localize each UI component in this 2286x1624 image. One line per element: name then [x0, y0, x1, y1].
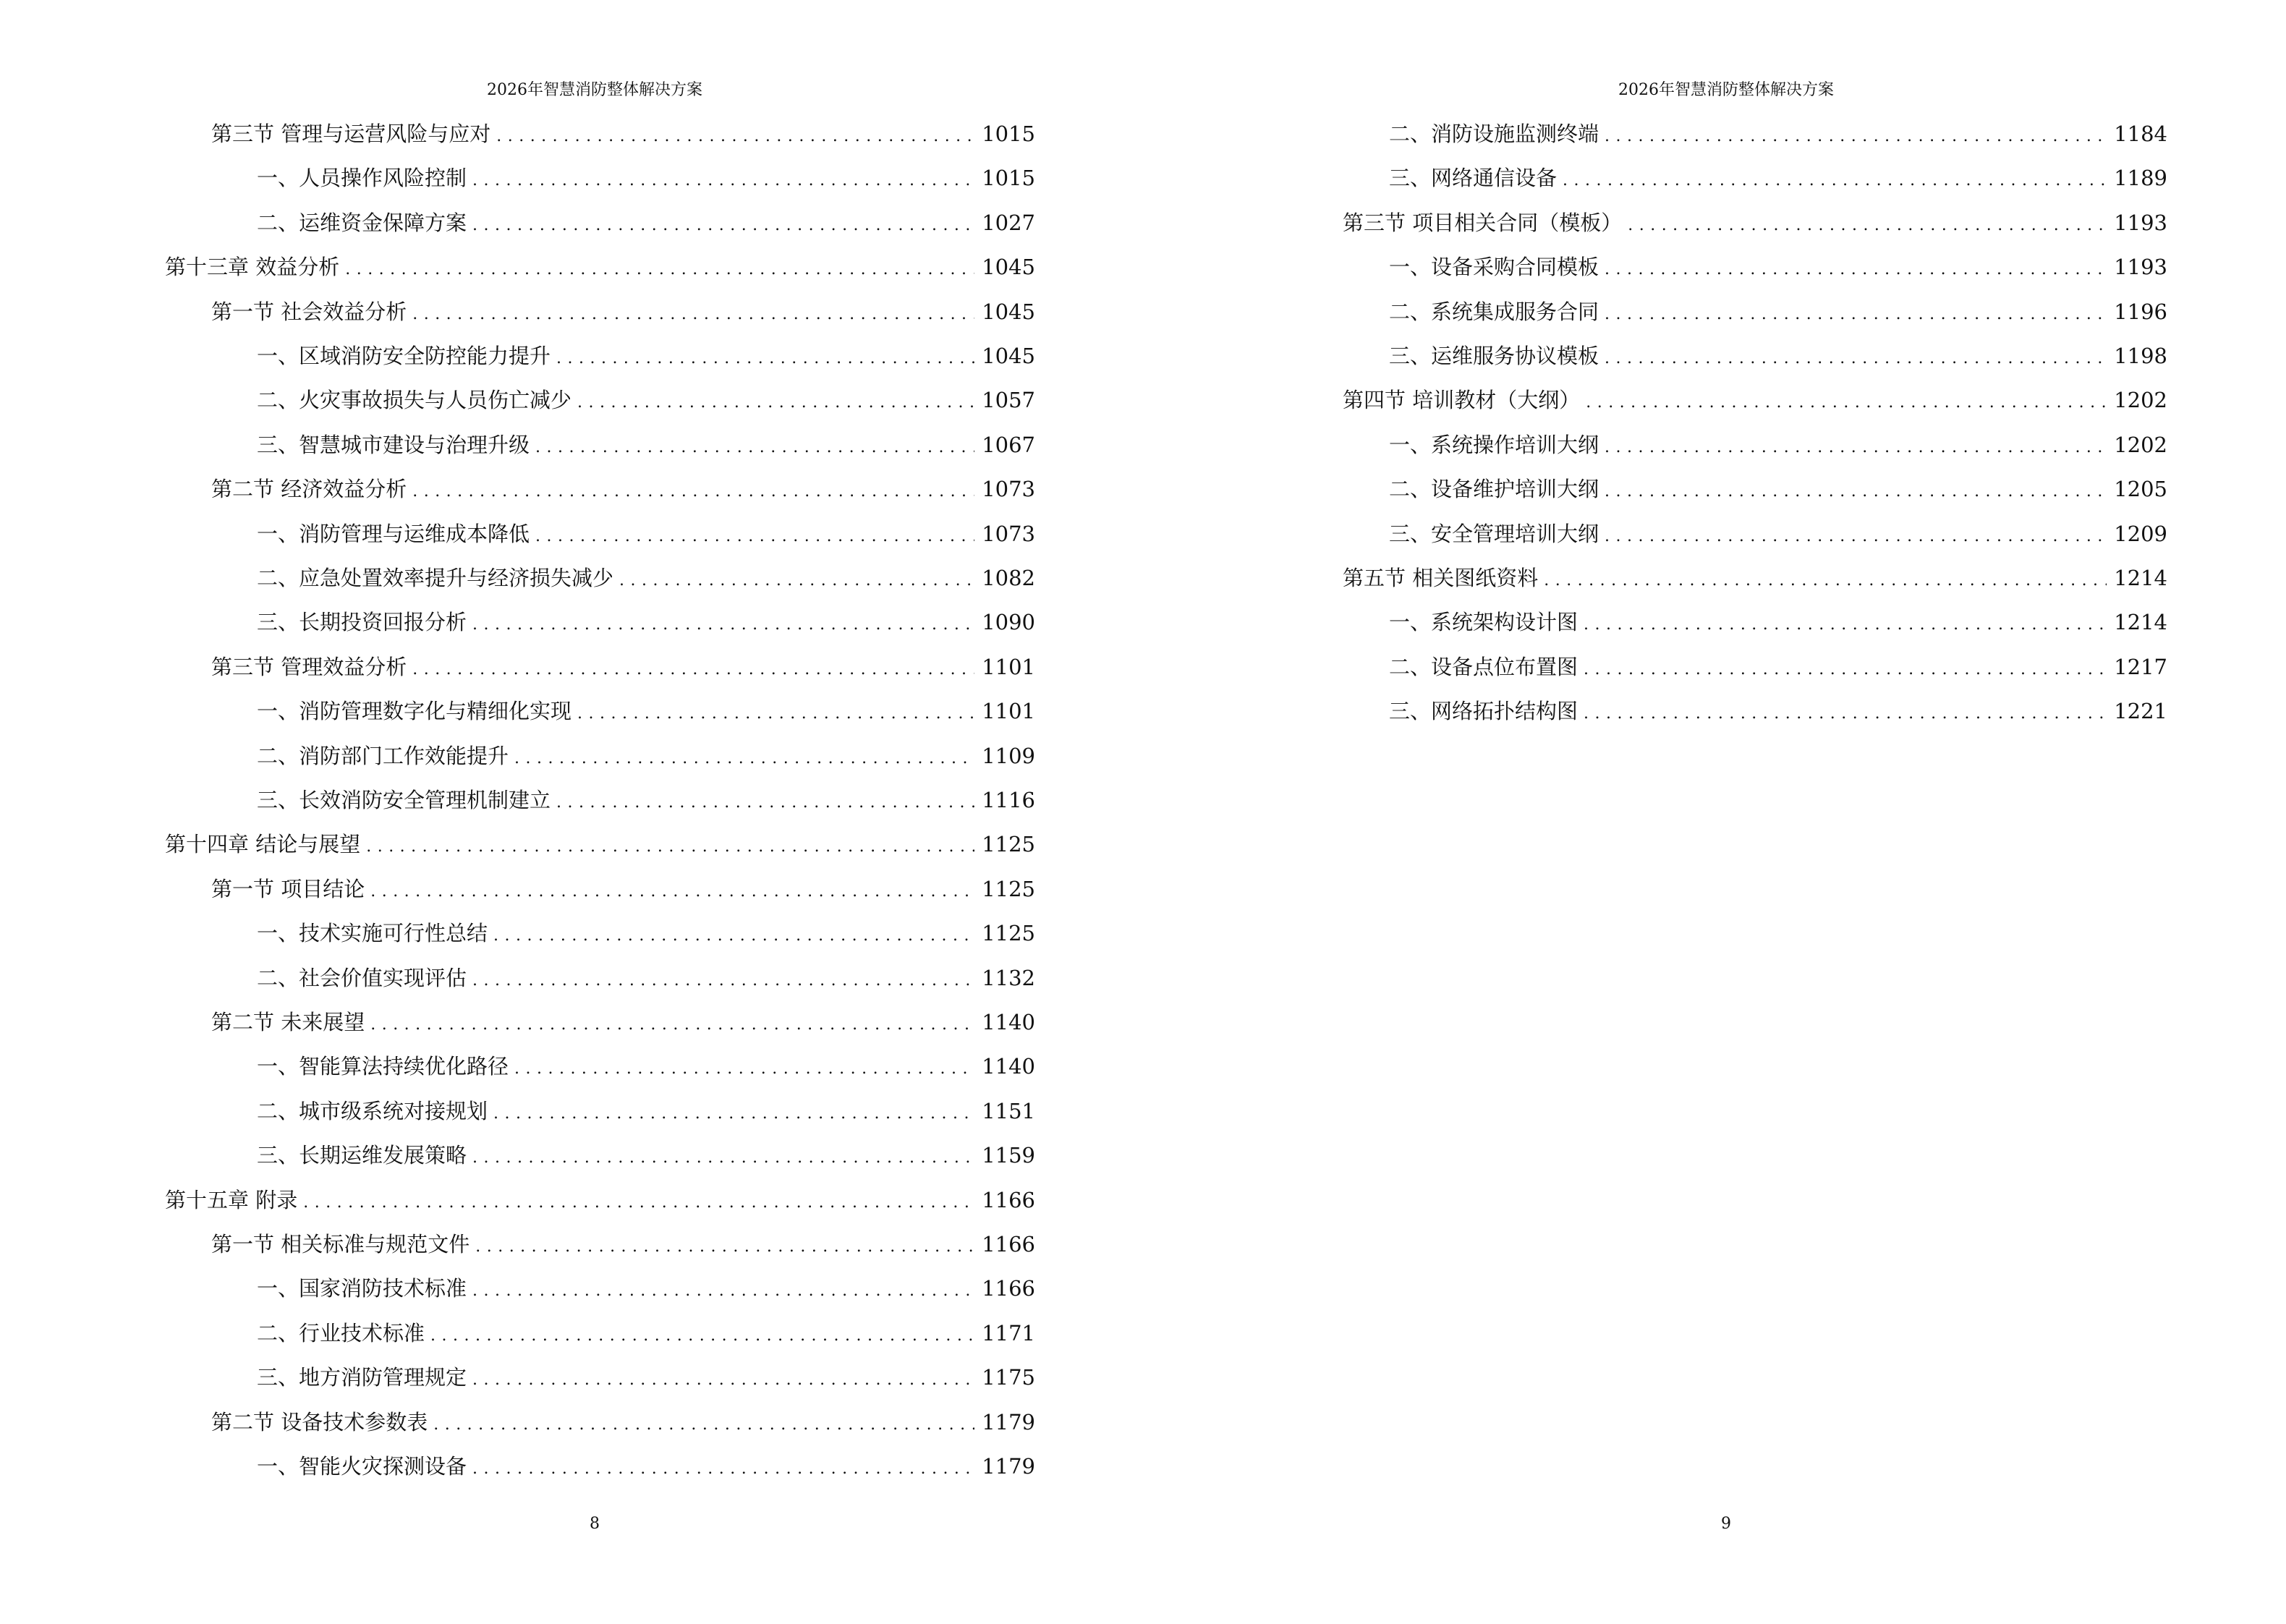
toc-entry-title: 二、设备维护培训大纲 [1389, 477, 1599, 502]
toc-entry[interactable] [211, 1406, 1035, 1438]
dot-leader [1584, 654, 2107, 686]
toc-entry-page: 1125 [982, 832, 1035, 857]
toc-page-right [1143, 0, 2286, 1624]
dot-leader [535, 521, 974, 553]
dot-leader [472, 1453, 974, 1485]
toc-entry-page: 1202 [2114, 432, 2167, 457]
toc-entry[interactable] [211, 296, 1035, 328]
toc-entry-page: 1179 [982, 1409, 1035, 1434]
toc-entry[interactable] [257, 1450, 1035, 1482]
dot-leader [1605, 343, 2107, 375]
dot-leader [345, 254, 974, 286]
toc-entry[interactable] [1389, 296, 2167, 328]
toc-entry[interactable] [1343, 562, 2167, 594]
toc-entry-page: 1166 [982, 1232, 1035, 1257]
toc-entry-title: 一、智能算法持续优化路径 [257, 1054, 509, 1079]
toc-entry-page: 1057 [982, 388, 1035, 413]
dot-leader [619, 565, 974, 597]
toc-entry-title: 二、设备点位布置图 [1389, 654, 1578, 679]
dot-leader [556, 787, 974, 819]
dot-leader [1584, 609, 2107, 641]
toc-entry[interactable] [211, 118, 1035, 150]
toc-entry-page: 1027 [982, 210, 1035, 235]
toc-entry[interactable] [1389, 118, 2167, 150]
toc-entry-page: 1166 [982, 1276, 1035, 1301]
dot-leader [1605, 476, 2107, 508]
page-header: 2026年智慧消防整体解决方案 [1618, 81, 1834, 99]
toc-entry-title: 三、长期投资回报分析 [257, 610, 467, 635]
dot-leader [1628, 210, 2107, 242]
toc-entry-page: 1196 [2114, 299, 2167, 324]
toc-entry-title: 第十三章 效益分析 [165, 255, 340, 280]
toc-entry[interactable] [1389, 251, 2167, 283]
dot-leader [577, 698, 974, 730]
toc-entry-page: 1045 [982, 299, 1035, 324]
dot-leader [472, 165, 974, 197]
dot-leader [412, 654, 974, 686]
toc-entry-page: 1140 [982, 1054, 1035, 1079]
dot-leader [577, 387, 974, 419]
toc-entry-title: 二、行业技术标准 [257, 1320, 425, 1345]
dot-leader [1605, 299, 2107, 331]
toc-entry-page: 1125 [982, 921, 1035, 946]
toc-entry-title: 一、技术实施可行性总结 [257, 921, 488, 946]
toc-entry-page: 1015 [982, 122, 1035, 146]
dot-leader [1544, 565, 2107, 597]
toc-entry-title: 三、网络通信设备 [1389, 166, 1558, 191]
toc-entry-title: 三、长期运维发展策略 [257, 1143, 467, 1168]
dot-leader [472, 1364, 974, 1396]
toc-entry-title: 二、系统集成服务合同 [1389, 299, 1599, 324]
toc-entry-title: 一、消防管理数字化与精细化实现 [257, 699, 572, 724]
toc-entry[interactable] [257, 518, 1035, 550]
toc-entry-page: 1214 [2114, 566, 2167, 590]
toc-entry-page: 1151 [982, 1098, 1035, 1123]
toc-entry[interactable] [257, 562, 1035, 594]
toc-entry-page: 1217 [2114, 654, 2167, 679]
toc-entry[interactable] [257, 1050, 1035, 1082]
toc-entry[interactable] [257, 384, 1035, 416]
page-number: 8 [590, 1515, 600, 1533]
toc-entry-page: 1045 [982, 255, 1035, 280]
toc-entry-page: 1184 [2114, 122, 2167, 146]
toc-entry-page: 1198 [2114, 344, 2167, 368]
toc-entry[interactable] [1343, 207, 2167, 239]
toc-entry[interactable] [257, 1095, 1035, 1127]
dot-leader [556, 343, 974, 375]
toc-entry-page: 1140 [982, 1010, 1035, 1034]
toc-entry-title: 第一节 相关标准与规范文件 [211, 1232, 470, 1257]
toc-entry[interactable] [1389, 473, 2167, 505]
toc-entry[interactable] [257, 340, 1035, 372]
dot-leader [475, 1231, 974, 1263]
toc-entry[interactable] [1389, 429, 2167, 461]
dot-leader [1605, 432, 2107, 464]
toc-entry-title: 第三节 项目相关合同（模板） [1343, 210, 1623, 235]
dot-leader [370, 876, 974, 908]
toc-entry-title: 第十四章 结论与展望 [165, 832, 361, 857]
toc-entry[interactable] [257, 606, 1035, 638]
toc-entry-title: 第三节 管理与运营风险与应对 [211, 122, 491, 146]
toc-entry-title: 一、设备采购合同模板 [1389, 255, 1599, 280]
toc-entry-title: 一、消防管理与运维成本降低 [257, 521, 530, 546]
toc-entry[interactable] [1343, 384, 2167, 416]
toc-entry-page: 1090 [982, 610, 1035, 635]
dot-leader [430, 1320, 974, 1352]
toc-entry-page: 1209 [2114, 521, 2167, 546]
toc-entry[interactable] [257, 917, 1035, 949]
toc-entry-title: 一、系统架构设计图 [1389, 610, 1578, 635]
toc-entry-page: 1202 [2114, 388, 2167, 413]
dot-leader [472, 965, 974, 997]
toc-entry-title: 二、消防部门工作效能提升 [257, 743, 509, 768]
toc-entry-page: 1067 [982, 432, 1035, 457]
page-header: 2026年智慧消防整体解决方案 [487, 81, 702, 99]
toc-entry-title: 第十五章 附录 [165, 1187, 298, 1212]
dot-leader [1605, 254, 2107, 286]
toc-entry[interactable] [257, 1272, 1035, 1304]
toc-entry[interactable] [1389, 651, 2167, 683]
toc-entry-page: 1214 [2114, 610, 2167, 635]
dot-leader [1605, 521, 2107, 553]
dot-leader [1563, 165, 2107, 197]
dot-leader [1584, 698, 2107, 730]
toc-entry[interactable] [165, 1184, 1035, 1216]
toc-entry-title: 第二节 设备技术参数表 [211, 1409, 428, 1434]
toc-entry[interactable] [257, 695, 1035, 727]
toc-entry[interactable] [257, 1139, 1035, 1171]
dot-leader [472, 1142, 974, 1174]
toc-entry-page: 1082 [982, 566, 1035, 590]
toc-entry-title: 第三节 管理效益分析 [211, 654, 407, 679]
toc-entry[interactable] [211, 1228, 1035, 1260]
toc-entry-title: 三、长效消防安全管理机制建立 [257, 788, 551, 812]
toc-entry-title: 一、智能火灾探测设备 [257, 1454, 467, 1479]
toc-entry[interactable] [257, 1317, 1035, 1349]
dot-leader [1605, 121, 2107, 153]
toc-entry[interactable] [257, 740, 1035, 772]
toc-entry[interactable] [1389, 518, 2167, 550]
toc-entry-page: 1101 [982, 654, 1035, 679]
toc-entry-title: 二、城市级系统对接规划 [257, 1098, 488, 1123]
toc-entry[interactable] [257, 429, 1035, 461]
dot-leader [514, 743, 974, 775]
toc-entry-title: 第一节 社会效益分析 [211, 299, 407, 324]
toc-entry[interactable] [165, 251, 1035, 283]
toc-entry-page: 1166 [982, 1187, 1035, 1212]
toc-entry-title: 第五节 相关图纸资料 [1343, 566, 1539, 590]
toc-entry-title: 一、国家消防技术标准 [257, 1276, 467, 1301]
toc-entry-title: 三、网络拓扑结构图 [1389, 699, 1578, 724]
toc-entry[interactable] [257, 1361, 1035, 1393]
toc-entry[interactable] [1389, 162, 2167, 194]
toc-entry-page: 1189 [2114, 166, 2167, 191]
dot-leader [496, 121, 974, 153]
toc-entry-page: 1193 [2114, 255, 2167, 280]
dot-leader [303, 1187, 974, 1219]
dot-leader [493, 1098, 974, 1130]
toc-entry[interactable] [257, 162, 1035, 194]
toc-entry-title: 三、运维服务协议模板 [1389, 344, 1599, 368]
dot-leader [1586, 387, 2107, 419]
toc-entry-title: 二、社会价值实现评估 [257, 965, 467, 990]
dot-leader [493, 920, 974, 952]
dot-leader [412, 299, 974, 331]
toc-entry-title: 二、应急处置效率提升与经济损失减少 [257, 566, 614, 590]
toc-entry-page: 1109 [982, 743, 1035, 768]
toc-entry[interactable] [211, 651, 1035, 683]
toc-entry[interactable] [257, 207, 1035, 239]
dot-leader [535, 432, 974, 464]
dot-leader [514, 1053, 974, 1085]
toc-entry-title: 第四节 培训教材（大纲） [1343, 388, 1581, 413]
toc-entry-title: 二、运维资金保障方案 [257, 210, 467, 235]
dot-leader [370, 1009, 974, 1041]
toc-entry-title: 二、消防设施监测终端 [1389, 122, 1599, 146]
toc-entry-page: 1193 [2114, 210, 2167, 235]
toc-entry[interactable] [257, 962, 1035, 994]
toc-entry[interactable] [1389, 606, 2167, 638]
toc-entry-page: 1159 [982, 1143, 1035, 1168]
toc-entry[interactable] [1389, 340, 2167, 372]
toc-entry-page: 1125 [982, 876, 1035, 901]
toc-entry-title: 一、区域消防安全防控能力提升 [257, 344, 551, 368]
toc-entry[interactable] [165, 828, 1035, 860]
toc-entry-title: 一、系统操作培训大纲 [1389, 432, 1599, 457]
toc-entry[interactable] [257, 784, 1035, 816]
toc-entry-page: 1101 [982, 699, 1035, 724]
dot-leader [433, 1409, 974, 1441]
toc-entry-page: 1116 [982, 788, 1035, 812]
toc-entry-title: 第一节 项目结论 [211, 876, 365, 901]
toc-entry-title: 第二节 经济效益分析 [211, 477, 407, 502]
toc-entry[interactable] [211, 473, 1035, 505]
dot-leader [366, 831, 974, 863]
toc-entry-page: 1132 [982, 965, 1035, 990]
toc-entry-title: 三、地方消防管理规定 [257, 1365, 467, 1390]
toc-entry-page: 1171 [982, 1320, 1035, 1345]
dot-leader [472, 1275, 974, 1307]
dot-leader [472, 609, 974, 641]
toc-entry-title: 三、安全管理培训大纲 [1389, 521, 1599, 546]
toc-entry-page: 1073 [982, 521, 1035, 546]
toc-entry[interactable] [1389, 695, 2167, 727]
toc-entry-title: 二、火灾事故损失与人员伤亡减少 [257, 388, 572, 413]
toc-entry-page: 1015 [982, 166, 1035, 191]
toc-entry-page: 1175 [982, 1365, 1035, 1390]
toc-entry-title: 第二节 未来展望 [211, 1010, 365, 1034]
toc-entry-page: 1045 [982, 344, 1035, 368]
toc-entry-page: 1205 [2114, 477, 2167, 502]
toc-entry-page: 1221 [2114, 699, 2167, 724]
dot-leader [412, 476, 974, 508]
dot-leader [472, 210, 974, 242]
toc-entry-title: 一、人员操作风险控制 [257, 166, 467, 191]
toc-entry[interactable] [211, 873, 1035, 905]
toc-entry-page: 1073 [982, 477, 1035, 502]
toc-entry-title: 三、智慧城市建设与治理升级 [257, 432, 530, 457]
toc-entry[interactable] [211, 1006, 1035, 1038]
page-number: 9 [1721, 1515, 1731, 1533]
toc-entry-page: 1179 [982, 1454, 1035, 1479]
